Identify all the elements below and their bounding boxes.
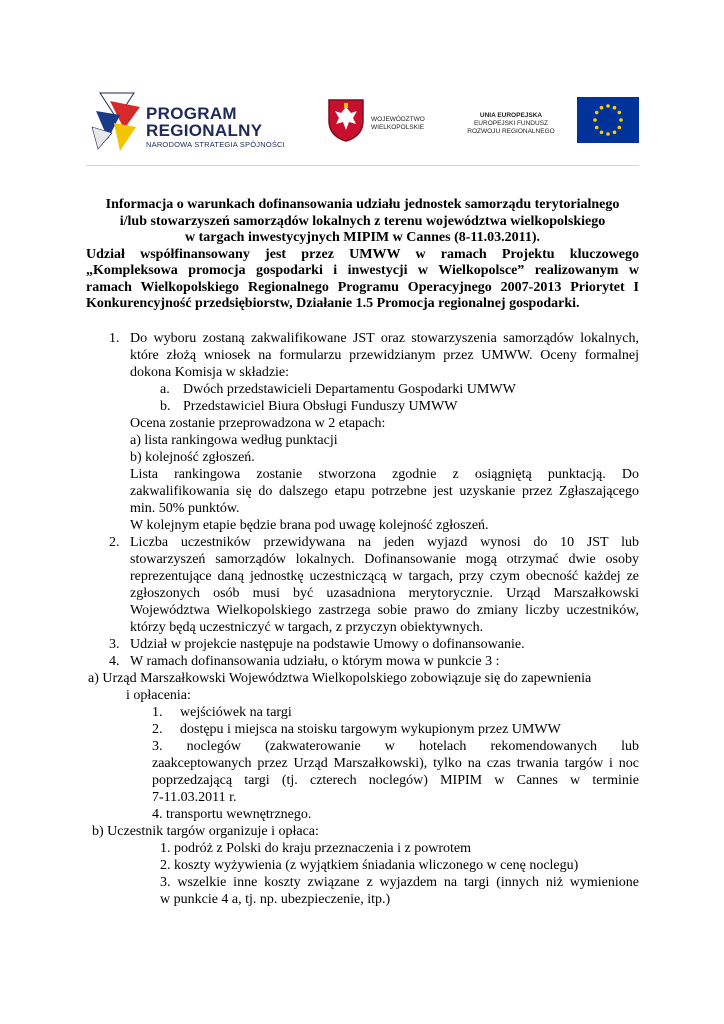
document-heading bbox=[86, 197, 639, 313]
section-2-line-1: Liczba uczestników przewidywana na jeden wyjazd wynosi do 10 JST lub bbox=[130, 535, 639, 550]
eu-fund-label bbox=[452, 112, 570, 136]
section-1-line-6: b) kolejność zgłoszeń. bbox=[130, 450, 255, 465]
part-a-item-1-text: wejściówek na targi bbox=[180, 705, 292, 720]
heading-line-3: w targach inwestycyjnych MIPIM w Cannes (8-11.03.2011). bbox=[184, 230, 541, 245]
part-b-item-3-line-1: 3. wszelkie inne koszty związane z wyjazdem na targi (innych niż wymienione bbox=[160, 875, 639, 890]
heading-line-1: Informacja o warunkach dofinansowania udziału jednostek samorządu terytorialnego bbox=[105, 197, 620, 212]
part-a-item-3-line-4: 7-11.03.2011 r. bbox=[152, 790, 237, 805]
section-1-line-10: W kolejnym etapie będzie brana pod uwagę kolejność zgłoszeń. bbox=[130, 518, 489, 533]
section-1-line-8: zakwalifikowania się do dalszego etapu potrzebne jest uzyskanie przez Zgłaszającego bbox=[130, 484, 639, 499]
part-a-item-2-mark: 2. bbox=[152, 722, 163, 737]
part-a-item-3-line-1: 3. noclegów (zakwaterowanie w hotelach rekomendowanych lub bbox=[152, 739, 639, 754]
part-a-item-1-mark: 1. bbox=[152, 705, 163, 720]
section-3-line-1: Udział w projekcie następuje na podstawie Umowy o dofinansowanie. bbox=[130, 637, 525, 652]
part-a-item-3-line-2: zaakceptowanych przez Urząd Marszałkowski), tylko na czas trwania targów i noc bbox=[152, 756, 639, 771]
section-1-line-5: a) lista rankingowa według punktacji bbox=[130, 433, 338, 448]
section-3-number: 3. bbox=[109, 637, 120, 652]
part-a-item-4: 4. transportu wewnętrznego. bbox=[152, 807, 312, 822]
section-1-line-7: Lista rankingowa zostanie stworzona zgodnie z osiągniętą punktacją. Do bbox=[130, 467, 639, 482]
section-2-line-6: którzy będą uczestniczyć w targach, z przyczyn obiektywnych. bbox=[130, 620, 484, 635]
voivodeship-line2: WIELKOPOLSKIE bbox=[371, 124, 425, 131]
heading-line-2: i/lub stowarzyszeń samorządów lokalnych z terenu województwa wielkopolskiego bbox=[119, 213, 606, 229]
voivodeship-line1: WOJEWÓDZTWO bbox=[371, 116, 425, 123]
section-2-number: 2. bbox=[109, 535, 120, 550]
program-label: PROGRAM bbox=[146, 104, 237, 123]
heading-line-4: Udział współfinansowany jest przez UMWW w ramach Projektu kluczowego bbox=[86, 246, 639, 262]
eu-line3: ROZWOJU REGIONALNEGO bbox=[467, 128, 555, 135]
section-4-line-1: W ramach dofinansowania udziału, o którym mowa w punkcie 3 : bbox=[130, 654, 500, 669]
section-1-line-4: Ocena zostanie przeprowadzona w 2 etapach: bbox=[130, 416, 386, 431]
regionalny-label: REGIONALNY bbox=[146, 121, 263, 140]
part-a-item-3-line-3: poprzedzającą targi (tj. czterech noclegów) MIPIM w Cannes w terminie bbox=[152, 773, 639, 788]
part-b-line-1: b) Uczestnik targów organizuje i opłaca: bbox=[92, 824, 319, 839]
section-1-number: 1. bbox=[109, 331, 120, 346]
heading-line-6: ramach Wielkopolskiego Regionalnego Programu Operacyjnego 2007-2013 Priorytet I bbox=[86, 279, 639, 295]
logo-header bbox=[86, 85, 639, 166]
program-regionalny-logo-icon bbox=[90, 89, 146, 155]
section-2-line-2: stowarzyszeń samorządów lokalnych. Dofinansowanie mogą otrzymać dwie osoby bbox=[130, 552, 639, 567]
part-b-item-3-line-2: w punkcie 4 a, tj. np. ubezpieczenie, itp.) bbox=[160, 892, 391, 907]
program-regionalny-text bbox=[146, 105, 285, 150]
section-1-line-9: min. 50% punktów. bbox=[130, 501, 240, 516]
eu-line2: EUROPEJSKI FUNDUSZ bbox=[473, 120, 549, 127]
part-a-line-2: i opłacenia: bbox=[126, 688, 191, 703]
section-2-line-4: zgłoszonych osób musi być uzasadniona merytorycznie. Urząd Marszałkowski bbox=[130, 586, 639, 601]
section-1-a-text: Dwóch przedstawicieli Departamentu Gospodarki UMWW bbox=[183, 382, 516, 397]
section-1-line-2: które złożą wniosek na formularzu przewidzianym przez UMWW. Oceny formalnej bbox=[130, 348, 639, 363]
voivodeship-label bbox=[371, 116, 425, 132]
part-b-item-1: 1. podróż z Polski do kraju przeznaczenia i z powrotem bbox=[160, 841, 472, 856]
part-a-item-2-text: dostępu i miejsca na stoisku targowym wykupionym przez UMWW bbox=[180, 722, 561, 737]
eu-line1: UNIA EUROPEJSKA bbox=[479, 112, 543, 119]
section-1-line-3: dokona Komisja w składzie: bbox=[130, 365, 290, 380]
section-4-number: 4. bbox=[109, 654, 120, 669]
section-1-line-1: Do wyboru zostaną zakwalifikowane JST oraz stowarzyszenia samorządów lokalnych, bbox=[130, 331, 639, 346]
heading-line-5: „Kompleksowa promocja gospodarki i inwestycji w Wielkopolsce” realizowanym w bbox=[86, 263, 639, 278]
section-1-b-mark: b. bbox=[160, 399, 171, 414]
eu-flag-icon bbox=[577, 97, 639, 143]
part-a-line-1: a) Urząd Marszałkowski Województwa Wielkopolskiego zobowiązuje się do zapewnienia bbox=[88, 671, 592, 686]
voivodeship-coat-of-arms-icon bbox=[326, 97, 366, 143]
part-b-item-2: 2. koszty wyżywienia (z wyjątkiem śniadania wliczonego w cenę noclegu) bbox=[160, 858, 579, 873]
section-1-a-mark: a. bbox=[160, 382, 170, 397]
section-2-line-5: Województwa Wielkopolskiego zastrzega sobie prawo do zmiany liczby uczestników, bbox=[130, 603, 639, 618]
section-1-b-text: Przedstawiciel Biura Obsługi Funduszy UMWW bbox=[183, 399, 458, 414]
heading-line-7: Konkurencyjność przedsiębiorstw, Działanie 1.5 Promocja regionalnej gospodarki. bbox=[86, 296, 580, 311]
section-2-line-3: reprezentujące daną jednostkę uczestniczącą w targach, przy czym obecność każdej ze bbox=[130, 569, 639, 584]
strategy-label: NARODOWA STRATEGIA SPÓJNOŚCI bbox=[146, 140, 285, 149]
